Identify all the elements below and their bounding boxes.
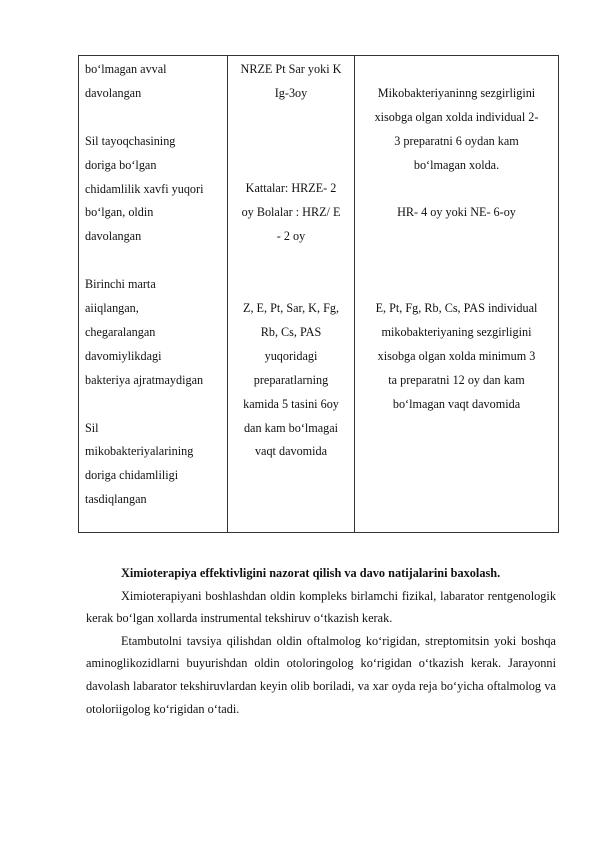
cell-line: bo‘lmagan vaqt davomida [392, 396, 521, 411]
cell-line: Kattalar: HRZE- 2 [245, 181, 337, 196]
cell-line: ta preparatni 12 oy dan kam [388, 372, 525, 387]
cell-line: oy Bolalar : HRZ/ E [241, 205, 341, 220]
cell-line: aiiqlangan, [85, 301, 139, 316]
cell-line: Ig-3oy [274, 85, 308, 100]
cell-line: bakteriya ajratmaydigan [85, 372, 204, 387]
cell-line [355, 273, 558, 297]
cell-line [355, 249, 558, 273]
cell-line: tasdiqlangan [85, 492, 147, 507]
cell-line: bo‘lmagan avval [85, 62, 167, 76]
cell-line: Birinchi marta [85, 277, 156, 292]
cell-line [355, 178, 558, 202]
cell-line: Rb, Cs, PAS [260, 324, 322, 339]
cell-line [228, 106, 354, 130]
cell-line: 3 preparatni 6 oydan kam [394, 133, 519, 148]
cell-line: Mikobakteriyaninng sezgirligini [377, 85, 536, 100]
cell-line: HR- 4 oy yoki NE- 6-oy [397, 205, 516, 220]
cell-line: xisobga olgan xolda minimum 3 [377, 348, 536, 363]
paragraph: Etambutolni tavsiya qilishdan oldin oftalmolog ko‘rigidan, streptomitsin yoki boshqa aminoglikozidlarni buyurishdan oldin otoloringolog ko‘rigidan o‘tkazish kerak. Jarayonni davolash labarator tekshiruvlardan keyin olib boriladi, va xar oyda reja bo‘yicha oftalmolog va otoloriigolog ko‘rigidan o‘tadi. [86, 633, 556, 716]
cell-line: kamida 5 tasini 6oy [243, 396, 339, 411]
cell-line: dan kam bo‘lmagai [243, 420, 339, 435]
cell-line: preparatlarning [253, 372, 329, 387]
cell-line: mikobakteriyaning sezgirligini [381, 324, 532, 339]
cell-line: davolangan [85, 229, 142, 244]
cell-line: Sil tayoqchasining [85, 133, 176, 148]
table-cell-patient-group [79, 56, 228, 533]
cell-line: - 2 oy [276, 229, 306, 244]
cell-line: yuqoridagi [264, 348, 318, 363]
treatment-table [78, 55, 559, 533]
cell-line [228, 249, 354, 273]
cell-line: E, Pt, Fg, Rb, Cs, PAS individual [375, 300, 538, 315]
cell-line [85, 106, 225, 130]
cell-line: Sil [85, 420, 99, 435]
body-text [86, 562, 556, 720]
cell-line [85, 249, 225, 273]
section-heading: Ximioterapiya effektivligini nazorat qilish va davo natijalarini baxolash. [121, 566, 501, 580]
cell-line: Z, E, Pt, Sar, K, Fg, [243, 300, 339, 315]
cell-line: bo‘lgan, oldin [85, 205, 154, 220]
paragraph: Ximioterapiyani boshlashdan oldin kompleks birlamchi fizikal, labarator rentgenologik kerak bo‘lgan xollarda instrumental tekshiruv o‘tkazish kerak. [86, 588, 556, 626]
cell-line [228, 273, 354, 297]
cell-line: davolangan [85, 85, 142, 100]
table-row [79, 56, 559, 533]
cell-line [355, 58, 558, 82]
cell-line: doriga bo‘lgan [85, 157, 157, 172]
cell-line [228, 154, 354, 178]
cell-line: doriga chidamliligi [85, 468, 179, 483]
cell-line: mikobakteriyalarining [85, 444, 194, 459]
cell-line: bo‘lmagan xolda. [413, 157, 500, 172]
cell-line [355, 225, 558, 249]
cell-line: xisobga olgan xolda individual 2- [374, 109, 539, 124]
cell-line: NRZE Pt Sar yoki K [240, 62, 342, 76]
cell-line [85, 393, 225, 417]
cell-line: davomiylikdagi [85, 348, 162, 363]
cell-line [228, 130, 354, 154]
cell-line: chidamlilik xavfi yuqori [85, 181, 204, 196]
table-cell-regimen [228, 56, 355, 533]
table-cell-continuation [355, 56, 559, 533]
cell-line: vaqt davomida [254, 444, 328, 459]
cell-line: chegaralangan [85, 324, 156, 339]
